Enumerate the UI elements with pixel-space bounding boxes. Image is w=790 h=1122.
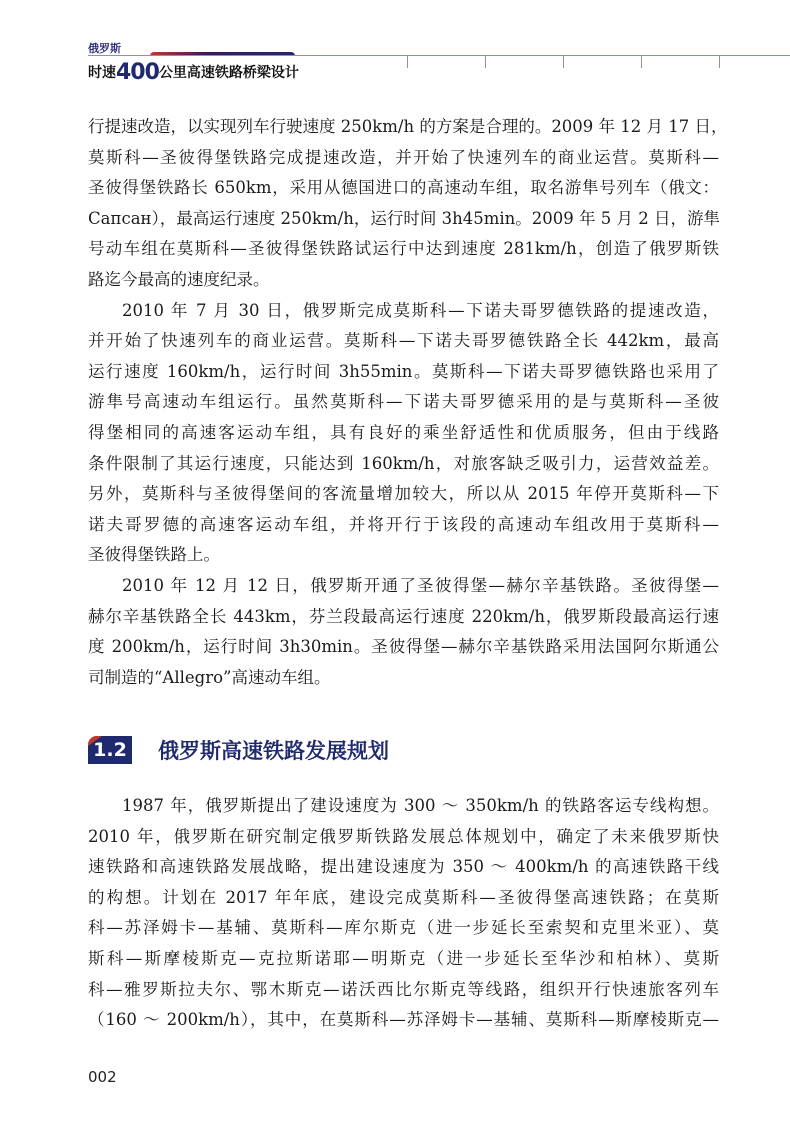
header-tick <box>563 56 564 68</box>
book-title <box>88 60 299 85</box>
paragraph <box>88 296 719 571</box>
text-line: 游隼号高速动车组运行。虽然莫斯科—下诺夫哥罗德采用的是与莫斯科—圣彼 <box>88 392 719 412</box>
text-line: 圣彼得堡铁路上。 <box>88 545 220 565</box>
header-tick <box>485 56 486 68</box>
header-tick <box>641 56 642 68</box>
text-line: 科—雅罗斯拉夫尔、鄂木斯克—诺沃西比尔斯克等线路，组织开行快速旅客列车 <box>88 979 719 999</box>
text-line: Сапсан），最高运行速度 250km/h，运行时间 3h45min。2009 年 5 月 2 日，游隼 <box>88 208 720 228</box>
header-tick <box>407 56 408 68</box>
text-line: 的构想。计划在 2017 年年底，建设完成莫斯科—圣彼得堡高速铁路；在莫斯 <box>88 887 719 907</box>
text-line: 莫斯科—圣彼得堡铁路完成提速改造，并开始了快速列车的商业运营。莫斯科— <box>88 147 719 167</box>
section-title: 俄罗斯高速铁路发展规划 <box>158 739 389 763</box>
body-text-top <box>88 112 728 693</box>
text-line: 赫尔辛基铁路全长 443km，芬兰段最高运行速度 220km/h，俄罗斯段最高运行速 <box>88 606 719 626</box>
header-country: 俄罗斯 <box>88 42 121 55</box>
text-line: 路迄今最高的速度纪录。 <box>88 269 270 289</box>
text-line: 并开始了快速列车的商业运营。莫斯科—下诺夫哥罗德铁路全长 442km，最高 <box>88 331 719 351</box>
header-rule <box>88 55 790 56</box>
book-title-suffix: 公里高速铁路桥梁设计 <box>158 65 299 81</box>
text-line: 条件限制了其运行速度，只能达到 160km/h，对旅客缺乏吸引力，运营效益差。 <box>88 453 719 473</box>
body-text-bottom <box>88 791 719 1036</box>
text-line: 2010 年 7 月 30 日，俄罗斯完成莫斯科—下诺夫哥罗德铁路的提速改造， <box>122 300 719 320</box>
section-number: 1.2 <box>93 739 127 761</box>
text-line: 速铁路和高速铁路发展战略，提出建设速度为 350 ～ 400km/h 的高速铁路干线 <box>88 857 719 877</box>
text-line: 2010 年，俄罗斯在研究制定俄罗斯铁路发展总体规划中，确定了未来俄罗斯快 <box>88 826 719 846</box>
text-line: 1987 年，俄罗斯提出了建设速度为 300 ～ 350km/h 的铁路客运专线构想。 <box>122 796 719 815</box>
text-line: 科—苏泽姆卡—基辅、莫斯科—库尔斯克（进一步延长至索契和克里米亚）、莫 <box>88 918 719 938</box>
section-number-badge <box>88 736 132 764</box>
text-line: 度 200km/h，运行时间 3h30min。圣彼得堡—赫尔辛基铁路采用法国阿尔斯通公 <box>88 637 719 657</box>
paragraph <box>88 791 719 1036</box>
page-number: 002 <box>88 1068 117 1086</box>
text-line: 2010 年 12 月 12 日，俄罗斯开通了圣彼得堡—赫尔辛基铁路。圣彼得堡— <box>122 575 719 595</box>
text-line: （160 ～ 200km/h），其中，在莫斯科—苏泽姆卡—基辅、莫斯科—斯摩棱斯克— <box>88 1010 719 1030</box>
section-heading <box>88 734 389 766</box>
header-tick <box>719 56 720 68</box>
text-line: 号动车组在莫斯科—圣彼得堡铁路试运行中达到速度 281km/h，创造了俄罗斯铁 <box>88 239 719 259</box>
book-title-number: 400 <box>116 60 159 85</box>
text-line: 诺夫哥罗德的高速客运动车组，并将开行于该段的高速动车组改用于莫斯科— <box>88 514 719 534</box>
text-line: 得堡相同的高速客运动车组，具有良好的乘坐舒适性和优质服务，但由于线路 <box>88 422 719 442</box>
text-line: 圣彼得堡铁路长 650km，采用从德国进口的高速动车组，取名游隼号列车（俄文： <box>88 178 719 198</box>
book-title-prefix: 时速 <box>88 65 116 81</box>
text-line: 行提速改造，以实现列车行驶速度 250km/h 的方案是合理的。2009 年 12 月 17 日， <box>88 117 728 136</box>
paragraph <box>88 571 719 693</box>
text-line: 运行速度 160km/h，运行时间 3h55min。莫斯科—下诺夫哥罗德铁路也采用了 <box>88 361 719 381</box>
paragraph <box>88 112 728 296</box>
text-line: 斯科—斯摩棱斯克—克拉斯诺耶—明斯克（进一步延长至华沙和柏林）、莫斯 <box>88 948 719 968</box>
text-line: 司制造的“Allegro”高速动车组。 <box>88 667 331 687</box>
text-line: 另外，莫斯科与圣彼得堡间的客流量增加较大，所以从 2015 年停开莫斯科—下 <box>88 484 719 504</box>
